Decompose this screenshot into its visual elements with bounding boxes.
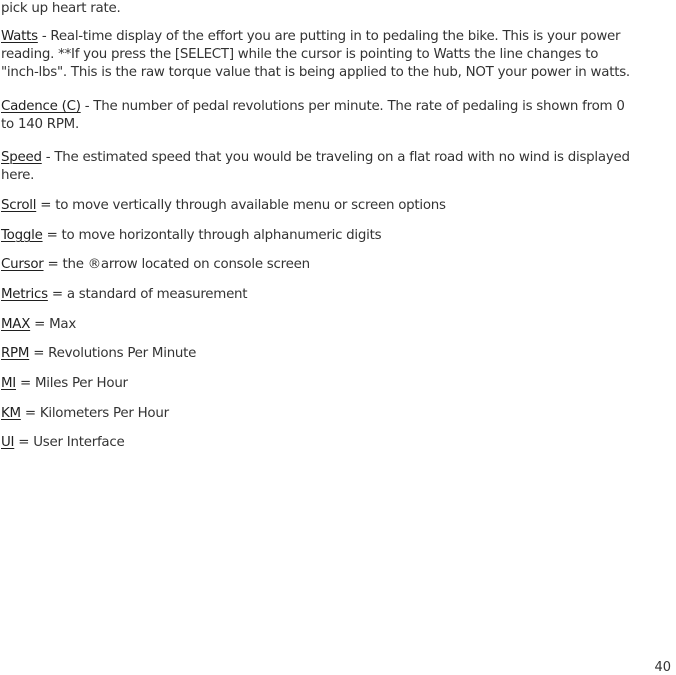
glossary-cursor [1, 256, 675, 274]
cadence-paragraph [1, 98, 675, 134]
speed-paragraph [1, 149, 675, 185]
intro-text: pick up heart rate. [1, 1, 121, 16]
watts-text-line-1: - Real-time display of the effort you are putting in to pedaling the bike. This is your power [37, 29, 621, 44]
glossary-metrics [1, 286, 675, 304]
glossary-term: MAX [1, 317, 31, 332]
glossary-definition: = Miles Per Hour [16, 376, 128, 391]
watts-paragraph [1, 28, 675, 83]
speed-term: Speed [1, 150, 42, 165]
speed-text-line-2: here. [1, 168, 35, 184]
glossary-definition: = Revolutions Per Minute [29, 346, 197, 361]
glossary-term: Metrics [1, 287, 48, 302]
glossary-definition: = Kilometers Per Hour [20, 406, 169, 421]
page-number: 40 [654, 660, 671, 675]
glossary-toggle [1, 227, 675, 245]
glossary-term: UI [1, 435, 15, 450]
glossary-scroll [1, 197, 675, 215]
glossary-max [1, 316, 675, 334]
glossary-term: Toggle [1, 228, 43, 243]
intro-paragraph [1, 0, 675, 18]
speed-text-line-1: - The estimated speed that you would be traveling on a flat road with no wind is displayed [41, 150, 630, 165]
cadence-text-line-1: - The number of pedal revolutions per minute. The rate of pedaling is shown from 0 [80, 99, 625, 114]
glossary-rpm [1, 345, 675, 363]
glossary-definition: = the ®arrow located on console screen [43, 257, 310, 272]
glossary-definition: = to move horizontally through alphanumeric digits [42, 228, 382, 243]
glossary-definition: = to move vertically through available menu or screen options [36, 198, 446, 213]
glossary-term: KM [1, 406, 21, 421]
cadence-term: Cadence (C) [1, 99, 81, 114]
watts-text-line-3: "inch-lbs". This is the raw torque value that is being applied to the hub, NOT your power in watts. [1, 65, 630, 81]
glossary-term: Scroll [1, 198, 37, 213]
cadence-text-line-2: to 140 RPM. [1, 117, 79, 133]
glossary-term: MI [1, 376, 17, 391]
watts-term: Watts [1, 29, 38, 44]
glossary-term: RPM [1, 346, 30, 361]
glossary-ui [1, 434, 675, 452]
glossary-term: Cursor [1, 257, 44, 272]
watts-text-line-2: reading. **If you press the [SELECT] while the cursor is pointing to Watts the line changes to [1, 47, 599, 63]
glossary-km [1, 405, 675, 423]
glossary-definition: = User Interface [14, 435, 125, 450]
glossary-mi [1, 375, 675, 393]
glossary-definition: = Max [30, 317, 77, 332]
glossary-definition: = a standard of measurement [47, 287, 248, 302]
